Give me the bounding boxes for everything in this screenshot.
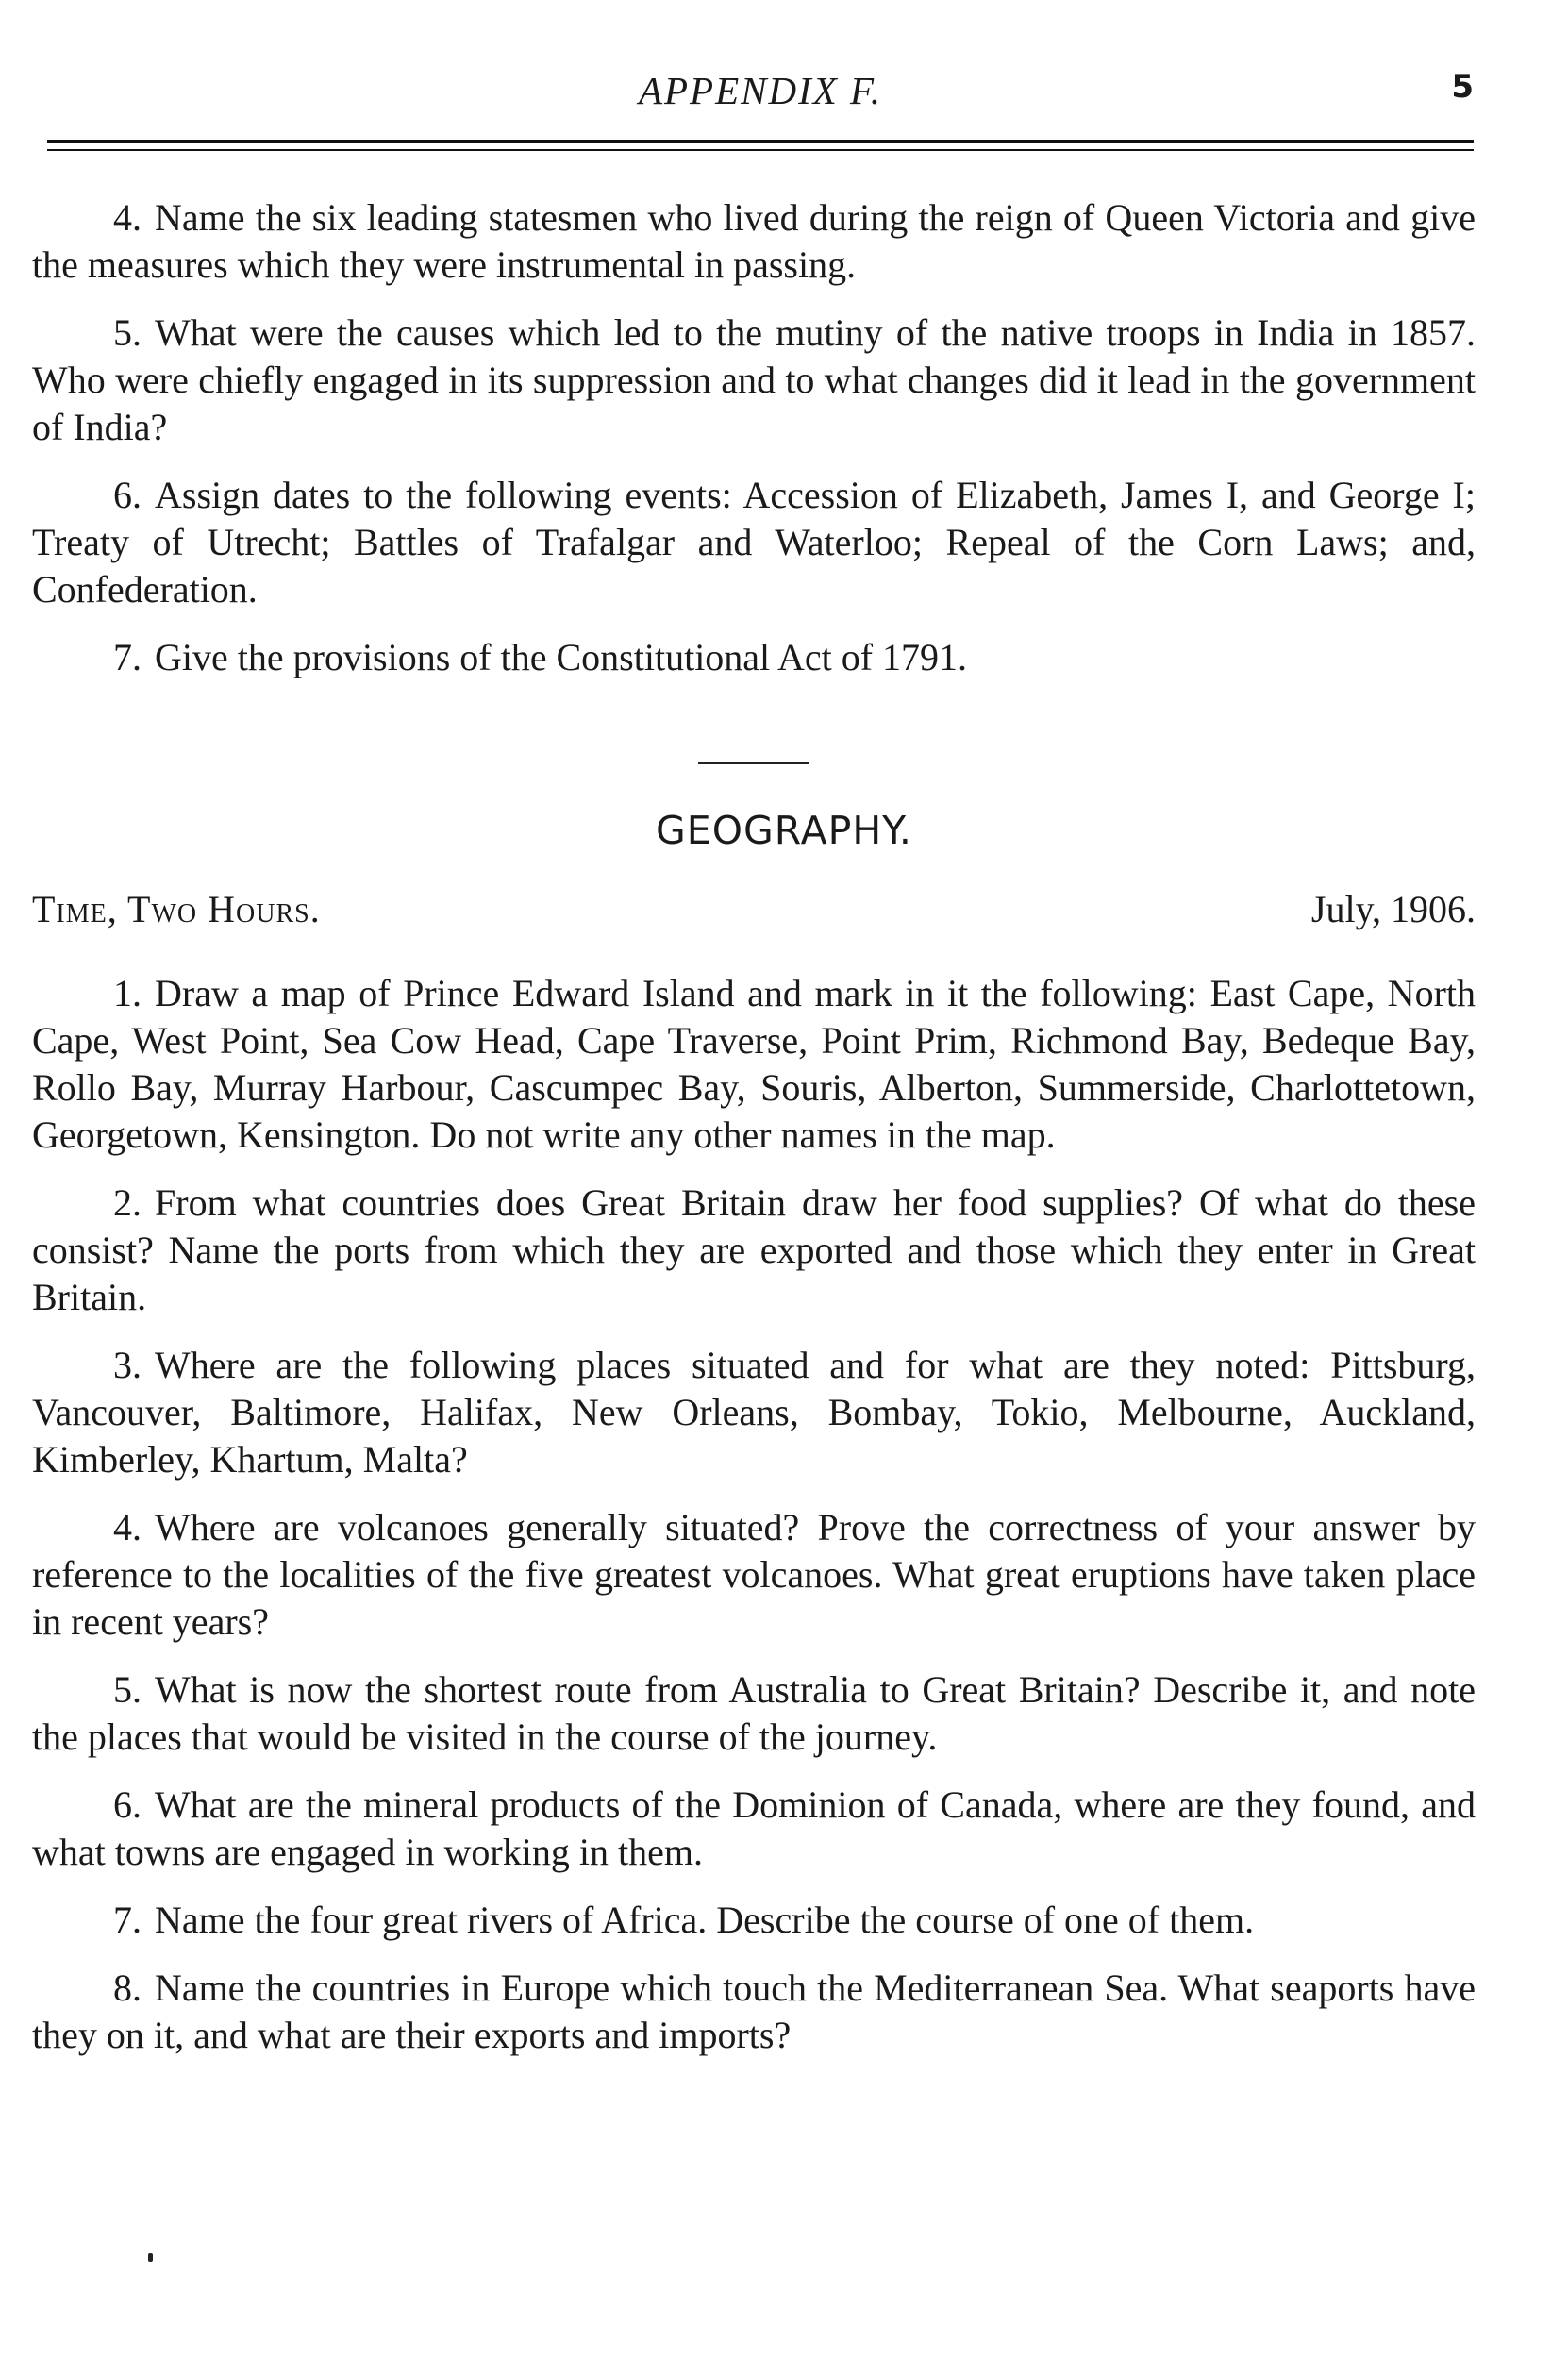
question-text: What were the causes which led to the mutiny of the native troops in India in 1857. Who were chiefly engaged in its suppression and to what changes did it lead in the government of India? <box>32 311 1476 448</box>
question-number: 4. <box>113 196 142 239</box>
ink-speck <box>148 2253 153 2262</box>
question-number: 5. <box>113 1668 142 1711</box>
question-number: 6. <box>113 1783 142 1826</box>
section-title: GEOGRAPHY. <box>656 808 912 853</box>
question-text: Name the six leading statesmen who lived during the reign of Queen Victoria and give the measures which they were instrumental in passing. <box>32 196 1476 286</box>
question-number: 6. <box>113 474 142 516</box>
question-number: 8. <box>113 1967 142 2009</box>
question-item <box>32 1666 1476 1761</box>
question-number: 3. <box>113 1344 142 1386</box>
question-item <box>32 472 1476 613</box>
question-number: 7. <box>113 1899 142 1941</box>
question-number: 7. <box>113 636 142 678</box>
header-rule-thick <box>47 140 1474 143</box>
question-text: Draw a map of Prince Edward Island and mark in it the following: East Cape, North Cape, West Point, Sea Cow Head, Cape Traverse, Point Prim, Richmond Bay, Bedeque Bay, Rollo Bay, Murray Harbour, Cascumpec Bay, Souris, Alberton, Summerside, Charlottetown, Georgetown, Kensington. Do not write any other names in the map. <box>32 972 1476 1156</box>
question-item <box>32 194 1476 289</box>
time-allowed: Time, Two Hours. <box>32 888 321 930</box>
question-item <box>32 1180 1476 1321</box>
question-number: 2. <box>113 1181 142 1224</box>
exam-date: July, 1906. <box>1310 888 1476 930</box>
question-item <box>32 634 1476 681</box>
question-text: Where are the following places situated and for what are they noted: Pittsburg, Vancouver, Baltimore, Halifax, New Orleans, Bombay, Tokio, Melbourne, Auckland, Kimberley, Khartum, Malta? <box>32 1344 1476 1481</box>
question-item <box>32 1504 1476 1646</box>
header-rule-thin <box>47 149 1474 151</box>
question-item <box>32 1342 1476 1483</box>
question-text: What is now the shortest route from Australia to Great Britain? Describe it, and note the places that would be visited in the course of the journey. <box>32 1668 1476 1758</box>
question-number: 5. <box>113 311 142 354</box>
question-item <box>32 1897 1476 1944</box>
running-head <box>47 68 1474 125</box>
running-title: APPENDIX F. <box>638 69 883 112</box>
page-number: 5 <box>1451 68 1474 106</box>
geography-questions <box>32 970 1476 2059</box>
exam-meta <box>32 887 1476 934</box>
question-text: Give the provisions of the Constitutional Act of 1791. <box>155 636 968 678</box>
question-text: Name the four great rivers of Africa. Describe the course of one of them. <box>155 1899 1255 1941</box>
question-text: What are the mineral products of the Dominion of Canada, where are they found, and what towns are engaged in working in them. <box>32 1783 1476 1873</box>
question-text: Name the countries in Europe which touch the Mediterranean Sea. What seaports have they on it, and what are their exports and imports? <box>32 1967 1476 2056</box>
question-item <box>32 1965 1476 2059</box>
question-item <box>32 310 1476 451</box>
question-text: From what countries does Great Britain draw her food supplies? Of what do these consist? Name the ports from which they are exported and those which they enter in Great Britain. <box>32 1181 1476 1318</box>
question-item <box>32 1782 1476 1876</box>
question-item <box>32 970 1476 1159</box>
section-divider <box>698 762 809 764</box>
question-text: Where are volcanoes generally situated? Prove the correctness of your answer by reference to the localities of the five greatest volcanoes. What great eruptions have taken place in recent years? <box>32 1506 1476 1643</box>
question-text: Assign dates to the following events: Accession of Elizabeth, James I, and George I; Treaty of Utrecht; Battles of Trafalgar and Waterloo; Repeal of the Corn Laws; and, Confederation. <box>32 474 1476 611</box>
question-number: 1. <box>113 972 142 1014</box>
previous-questions <box>32 194 1476 681</box>
question-number: 4. <box>113 1506 142 1548</box>
